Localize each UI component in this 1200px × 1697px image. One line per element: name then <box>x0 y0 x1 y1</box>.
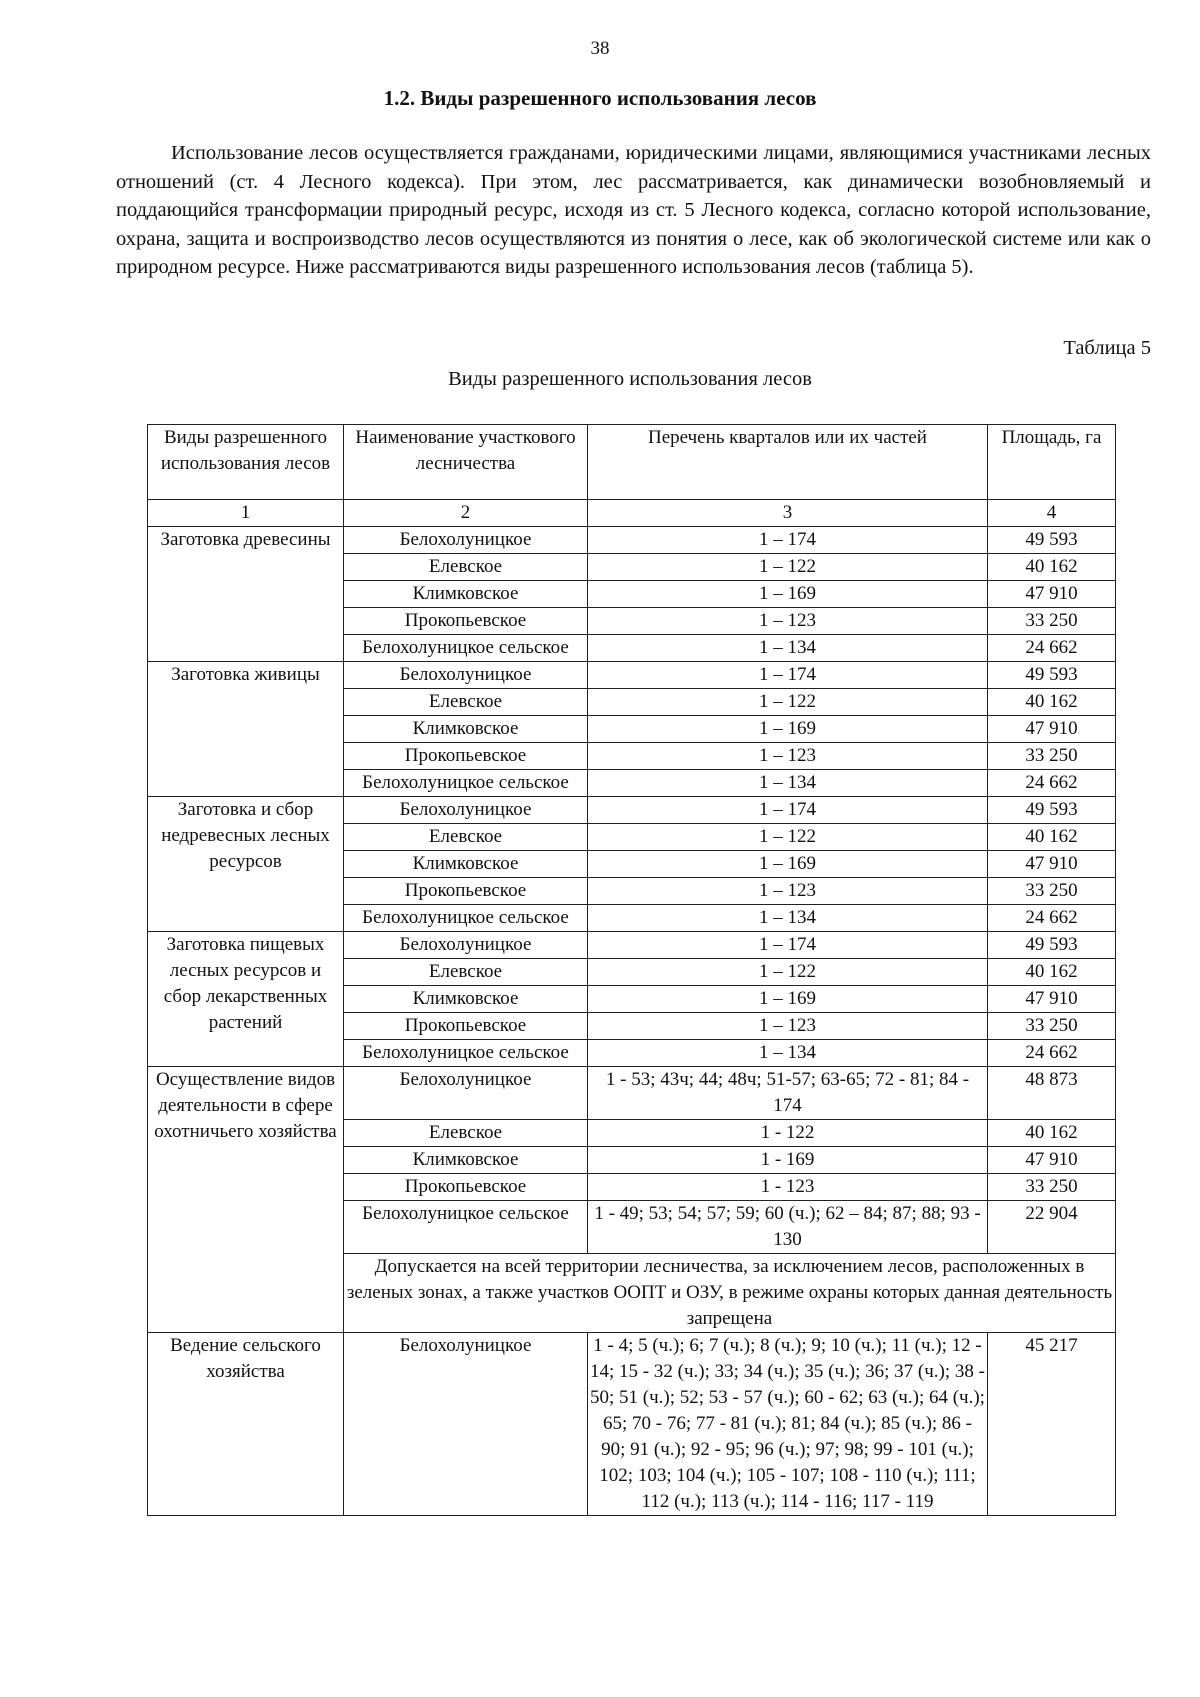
quarters-cell: 1 – 122 <box>588 959 988 986</box>
area-cell: 24 662 <box>988 905 1116 932</box>
quarters-cell: 1 - 49; 53; 54; 57; 59; 60 (ч.); 62 – 84; 87; 88; 93 - 130 <box>588 1201 988 1254</box>
area-cell: 47 910 <box>988 1147 1116 1174</box>
forestry-cell: Елевское <box>344 1120 588 1147</box>
quarters-cell: 1 – 174 <box>588 527 988 554</box>
table-row <box>148 1067 1116 1120</box>
forestry-cell: Белохолуницкое сельское <box>344 905 588 932</box>
forestry-cell: Климковское <box>344 581 588 608</box>
forestry-cell: Белохолуницкое <box>344 662 588 689</box>
quarters-cell: 1 - 53; 43ч; 44; 48ч; 51-57; 63-65; 72 - 81; 84 - 174 <box>588 1067 988 1120</box>
area-cell: 40 162 <box>988 689 1116 716</box>
quarters-cell: 1 – 122 <box>588 689 988 716</box>
header-cell: Виды разрешенного использования лесов <box>148 425 344 500</box>
column-number-row <box>148 500 1116 527</box>
area-cell: 49 593 <box>988 527 1116 554</box>
quarters-cell: 1 – 134 <box>588 905 988 932</box>
area-cell: 40 162 <box>988 1120 1116 1147</box>
quarters-cell: 1 – 174 <box>588 662 988 689</box>
forestry-cell: Прокопьевское <box>344 1013 588 1040</box>
use-type-cell: Заготовка живицы <box>148 662 344 797</box>
area-cell: 24 662 <box>988 770 1116 797</box>
forestry-cell: Елевское <box>344 689 588 716</box>
quarters-cell: 1 – 134 <box>588 635 988 662</box>
quarters-cell: 1 - 122 <box>588 1120 988 1147</box>
forestry-cell: Климковское <box>344 851 588 878</box>
column-number-cell: 3 <box>588 500 988 527</box>
quarters-cell: 1 - 4; 5 (ч.); 6; 7 (ч.); 8 (ч.); 9; 10 (ч.); 11 (ч.); 12 - 14; 15 - 32 (ч.); 33; 34 (ч.); 35 (ч.); 36; 37 (ч.); 38 - 50; 51 (ч.); 52; 53 - 57 (ч.); 60 - 62; 63 (ч.); 64 (ч.); 65; 70 - 76; 77 - 81 (ч.); 81; 84 (ч.); 85 (ч.); 86 - 90; 91 (ч.); 92 - 95; 96 (ч.); 97; 98; 99 - 101 (ч.); 102; 103; 104 (ч.); 105 - 107; 108 - 110 (ч.); 111; 112 (ч.); 113 (ч.); 114 - 116; 117 - 119 <box>588 1333 988 1516</box>
table-caption: Виды разрешенного использования лесов <box>448 368 812 390</box>
area-cell: 40 162 <box>988 824 1116 851</box>
area-cell: 49 593 <box>988 662 1116 689</box>
quarters-cell: 1 - 123 <box>588 1174 988 1201</box>
forestry-cell: Белохолуницкое сельское <box>344 635 588 662</box>
area-cell: 24 662 <box>988 1040 1116 1067</box>
area-cell: 33 250 <box>988 743 1116 770</box>
forestry-cell: Прокопьевское <box>344 608 588 635</box>
area-cell: 33 250 <box>988 608 1116 635</box>
quarters-cell: 1 – 123 <box>588 608 988 635</box>
area-cell: 47 910 <box>988 716 1116 743</box>
column-number-cell: 1 <box>148 500 344 527</box>
area-cell: 22 904 <box>988 1201 1116 1254</box>
forestry-cell: Прокопьевское <box>344 1174 588 1201</box>
area-cell: 45 217 <box>988 1333 1116 1516</box>
area-cell: 49 593 <box>988 797 1116 824</box>
forestry-cell: Елевское <box>344 824 588 851</box>
forestry-cell: Белохолуницкое <box>344 932 588 959</box>
quarters-cell: 1 – 174 <box>588 932 988 959</box>
area-cell: 33 250 <box>988 1174 1116 1201</box>
quarters-cell: 1 – 134 <box>588 770 988 797</box>
table-header-row <box>148 425 1116 500</box>
column-number-cell: 4 <box>988 500 1116 527</box>
area-cell: 47 910 <box>988 581 1116 608</box>
table-row <box>148 662 1116 689</box>
area-cell: 24 662 <box>988 635 1116 662</box>
quarters-cell: 1 – 122 <box>588 824 988 851</box>
header-cell: Перечень кварталов или их частей <box>588 425 988 500</box>
forestry-cell: Прокопьевское <box>344 743 588 770</box>
forest-use-table <box>147 424 1116 1516</box>
forestry-cell: Белохолуницкое сельское <box>344 770 588 797</box>
quarters-cell: 1 – 123 <box>588 1013 988 1040</box>
forestry-cell: Климковское <box>344 986 588 1013</box>
quarters-cell: 1 – 174 <box>588 797 988 824</box>
quarters-cell: 1 - 169 <box>588 1147 988 1174</box>
table-row <box>148 797 1116 824</box>
forestry-cell: Белохолуницкое <box>344 527 588 554</box>
forestry-cell: Белохолуницкое <box>344 797 588 824</box>
area-cell: 33 250 <box>988 878 1116 905</box>
forestry-cell: Климковское <box>344 1147 588 1174</box>
quarters-cell: 1 – 169 <box>588 581 988 608</box>
table-row <box>148 527 1116 554</box>
column-number-cell: 2 <box>344 500 588 527</box>
use-type-cell: Заготовка древесины <box>148 527 344 662</box>
use-type-cell: Ведение сельского хозяйства <box>148 1333 344 1516</box>
quarters-cell: 1 – 169 <box>588 986 988 1013</box>
forestry-cell: Белохолуницкое сельское <box>344 1201 588 1254</box>
table-body <box>148 425 1116 1516</box>
table-row <box>148 1333 1116 1516</box>
use-type-cell: Заготовка и сбор недревесных лесных ресурсов <box>148 797 344 932</box>
quarters-cell: 1 – 123 <box>588 878 988 905</box>
table-row <box>148 932 1116 959</box>
quarters-cell: 1 – 123 <box>588 743 988 770</box>
area-cell: 33 250 <box>988 1013 1116 1040</box>
use-type-cell: Заготовка пищевых лесных ресурсов и сбор лекарственных растений <box>148 932 344 1067</box>
section-heading: 1.2. Виды разрешенного использования лесов <box>383 86 817 110</box>
quarters-cell: 1 – 134 <box>588 1040 988 1067</box>
quarters-cell: 1 – 169 <box>588 851 988 878</box>
use-type-cell: Осуществление видов деятельности в сфере охотничьего хозяйства <box>148 1067 344 1333</box>
area-cell: 48 873 <box>988 1067 1116 1120</box>
forestry-cell: Климковское <box>344 716 588 743</box>
area-cell: 47 910 <box>988 851 1116 878</box>
area-cell: 40 162 <box>988 554 1116 581</box>
header-cell: Площадь, га <box>988 425 1116 500</box>
forestry-cell: Белохолуницкое <box>344 1067 588 1120</box>
area-cell: 47 910 <box>988 986 1116 1013</box>
forestry-cell: Белохолуницкое сельское <box>344 1040 588 1067</box>
header-cell: Наименование участкового лесничества <box>344 425 588 500</box>
forestry-cell: Елевское <box>344 959 588 986</box>
forestry-cell: Елевское <box>344 554 588 581</box>
forestry-cell: Белохолуницкое <box>344 1333 588 1516</box>
area-cell: 49 593 <box>988 932 1116 959</box>
quarters-cell: 1 – 122 <box>588 554 988 581</box>
intro-paragraph: Использование лесов осуществляется гражданами, юридическими лицами, являющимися участниками лесных отношений (ст. 4 Лесного кодекса). При этом, лес рассматривается, как динамически возобновляемый и поддающийся трансформации природный ресурс, исходя из ст. 5 Лесного кодекса, согласно которой использование, охрана, защита и воспроизводство лесов осуществляются из понятия о лесе, как об экологической системе или как о природном ресурсе. Ниже рассматриваются виды разрешенного использования лесов (таблица 5). <box>116 142 1151 278</box>
quarters-cell: 1 – 169 <box>588 716 988 743</box>
note-cell: Допускается на всей территории лесничества, за исключением лесов, расположенных в зеленых зонах, а также участков ООПТ и ОЗУ, в режиме охраны которых данная деятельность запрещена <box>344 1254 1116 1333</box>
area-cell: 40 162 <box>988 959 1116 986</box>
table-number: Таблица 5 <box>1063 337 1151 359</box>
page-number: 38 <box>590 38 610 59</box>
forestry-cell: Прокопьевское <box>344 878 588 905</box>
